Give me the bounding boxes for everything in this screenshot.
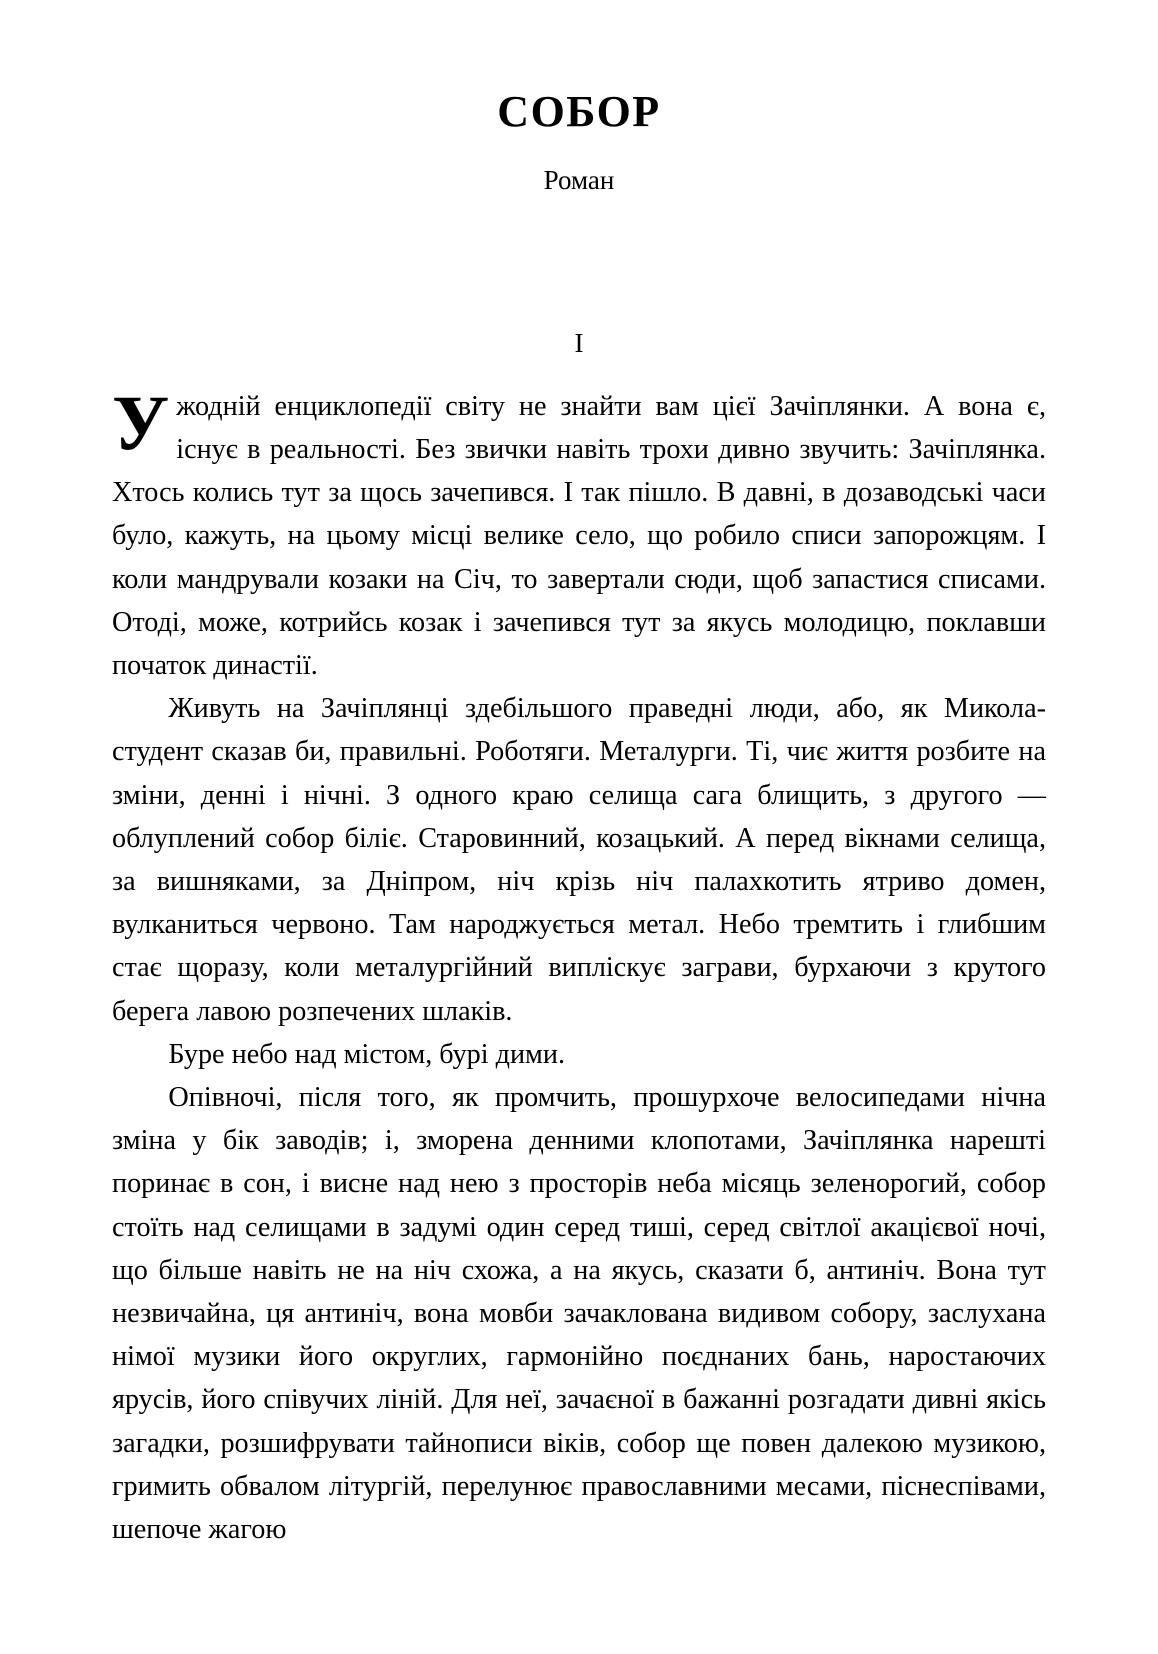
page-title: СОБОР	[497, 87, 661, 136]
chapter-number: I	[574, 328, 584, 359]
paragraph: Буре небо над містом, бурі дими.	[168, 1038, 566, 1070]
paragraph: Живуть на Зачіплянці здебільшого праведні люди, або, як Микола-студент сказав би, правильні. Роботяги. Металурги. Ті, чиє життя розбите на зміни, денні і нічні. З одного краю селища сага блищить, з другого — облуплений собор біліє. Старовинний, козацький. А перед вікнами селища, за вишняками, за Дніпром, ніч крізь ніч палахкотить ятриво домен, вулканиться червоно. Там народжується метал. Небо тремтить і глибшим стає щоразу, коли металургійний випліскує заграви, бурхаючи з крутого берега лавою розпечених шлаків.	[112, 693, 1046, 1027]
book-subtitle: Роман	[543, 165, 615, 196]
body-text	[112, 359, 1046, 1551]
paragraph-text: жодній енциклопедії світу не знайти вам цієї Зачіплянки. А вона є, існує в реальності. Без звички навіть трохи дивно звучить: Зачіплянка. Хтось колись тут за щось зачепився. І так пішло. В давні, в дозаводські часи було, кажуть, на цьому місці велике село, що робило списи запорожцям. І коли мандрували козаки на Січ, то завертали сюди, щоб запастися списами. Отоді, може, котрийсь козак і зачепився тут за якусь молодицю, поклавши початок династії.	[112, 390, 1046, 681]
drop-cap: У	[112, 378, 170, 466]
paragraph: Опівночі, після того, як промчить, прошурхоче велосипедами нічна зміна у бік заводів; і, зморена денними клопотами, Зачіплянка нарешті поринає в сон, і висне над нею з просторів неба місяць зеленорогий, собор стоїть над селищами в задумі один серед тиші, серед світлої акацієвої ночі, що більше навіть не на ніч схожа, а на якусь, сказати б, антиніч. Вона тут незвичайна, ця антиніч, вона мовби зачаклована видивом собору, заслухана німої музики його округлих, гармонійно поєднаних бань, наростаючих ярусів, його співучих ліній. Для неї, зачаєної в бажанні розгадати дивні якісь загадки, розшифрувати тайнописи віків, собор ще повен далекою музикою, гримить обвалом літургій, перелунює православними месами, піснеспівами, шепоче жагою	[112, 1082, 1046, 1546]
paragraph	[112, 378, 1046, 687]
page-content	[112, 0, 1046, 1551]
